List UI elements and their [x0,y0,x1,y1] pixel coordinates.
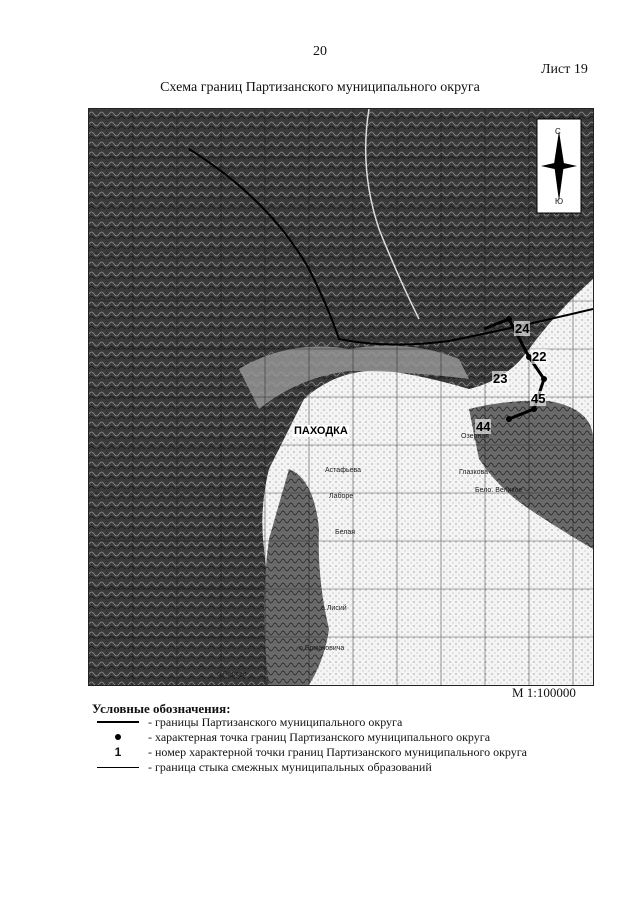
place-label: Белая [335,529,356,536]
map-scale: М 1:100000 [512,685,576,700]
legend-item-boundary [92,715,402,729]
legend-text: - номер характерной точки границ Партизанского муниципального округа [148,744,527,759]
legend-text: - граница стыка смежных муниципальных образований [148,759,432,774]
legend-text: - характерная точка границ Партизанского муниципального округа [148,729,491,744]
number-symbol: 1 [114,745,122,759]
page-title: Схема границ Партизанского муниципального округа [160,80,480,95]
legend-item-point [92,730,490,744]
place-label: Лаборе [329,493,354,500]
place-label: Озерная [461,433,489,440]
legend-text: - границы Партизанского муниципального округа [148,714,403,729]
dot-symbol [115,734,121,740]
legend-item-number [92,745,527,759]
point-label: 24 [515,321,530,336]
point-label: 22 [532,349,547,364]
map-canvas [89,109,593,685]
point-label: 23 [493,371,508,386]
place-label: Бело. Великое [475,487,523,494]
page-number: 20 [313,44,327,59]
legend-title: Условные обозначения: [92,701,231,716]
compass-south: Ю [555,197,564,206]
place-label: Астафьева [325,467,362,474]
place-label: о.Персев [217,671,247,678]
city-label: ПАХОДКА [294,425,348,437]
sheet-label: Лист 19 [541,62,588,77]
place-label: Глазкова [459,469,489,476]
thin-line-symbol [97,767,139,768]
compass-north: С [555,127,561,136]
legend-item-junction [92,760,432,774]
place-label: о.Ермаковича [299,645,345,652]
map-area [88,108,594,686]
place-label: о.Лисий [321,605,347,612]
thick-line-symbol [97,721,139,723]
point-label: 45 [531,391,546,406]
point-label: 44 [476,419,491,434]
